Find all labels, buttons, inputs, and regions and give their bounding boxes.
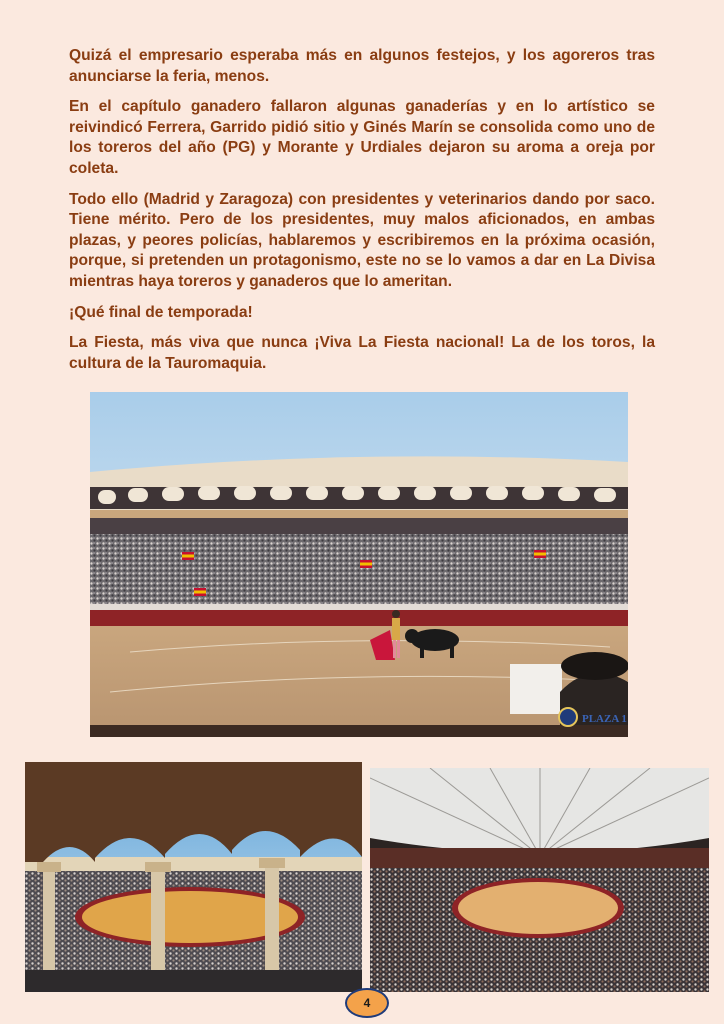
paragraph: En el capítulo ganadero fallaron algunas ganaderías y en lo artístico se reivindicó Ferrera, Garrido pidió sitio y Ginés Marín se consolida como uno de los toreros del año (PG) y Morante y Urdiales dejaron su aroma a oreja por coleta. [69, 98, 655, 177]
paragraph: Todo ello (Madrid y Zaragoza) con presidentes y veterinarios dando por saco. Tiene mérito. Pero de los presidentes, muy malos aficionados, en ambas plazas, y peores policías, hablaremos y escribiremos en la próxima ocasión, porque, si pretenden un protagonismo, este no se lo vamos a dar en La Divisa mientras haya toreros y ganaderos que lo ameritan. [69, 190, 655, 290]
paragraph: La Fiesta, más viva que nunca ¡Viva La Fiesta nacional! La de los toros, la cultura de la Tauromaquia. [69, 334, 655, 372]
article-text [69, 46, 655, 384]
bullfight-arena-photo [90, 392, 628, 737]
page-number: 4 [345, 988, 389, 1018]
arena-arches-photo [25, 762, 362, 992]
paragraph: ¡Qué final de temporada! [69, 303, 253, 321]
covered-bullring-photo [370, 768, 709, 992]
photo-watermark: PLAZA 1 [582, 713, 627, 725]
paragraph: Quizá el empresario esperaba más en algunos festejos, y los agoreros tras anunciarse la feria, menos. [69, 47, 655, 85]
